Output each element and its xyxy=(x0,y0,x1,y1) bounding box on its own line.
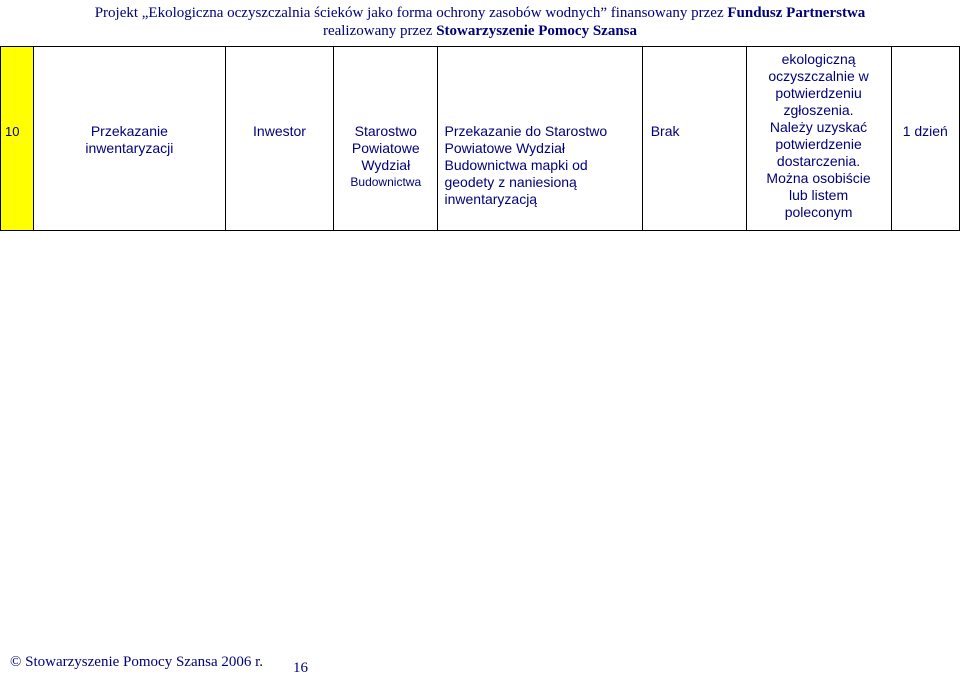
notes-line: ekologiczną xyxy=(781,51,856,67)
row-number-cell xyxy=(1,47,34,231)
notes-line: lub listem xyxy=(788,187,849,203)
institution-line: Powiatowe xyxy=(351,140,420,156)
duration-cell xyxy=(891,47,959,231)
documents-line: inwentaryzacją xyxy=(444,191,538,207)
header-funder: Fundusz Partnerstwa xyxy=(727,5,866,21)
institution-cell xyxy=(334,47,438,231)
documents-line: Przekazanie do Starostwo xyxy=(444,123,608,139)
step-name-line: Przekazanie xyxy=(90,123,168,139)
documents-line: Budownictwa mapki od xyxy=(444,157,588,173)
institution-line: Wydział xyxy=(361,157,411,173)
header-organization: Stowarzyszenie Pomocy Szansa xyxy=(436,23,638,39)
responsible-cell xyxy=(225,47,333,231)
institution-line: Budownictwa xyxy=(350,175,422,189)
table-row xyxy=(1,47,960,231)
documents-line: geodety z naniesioną xyxy=(444,174,577,190)
responsible-party: Inwestor xyxy=(253,123,306,139)
header-line-2-text: realizowany przez xyxy=(322,23,437,39)
header-line-1 xyxy=(0,4,960,22)
duration-value: 1 dzień xyxy=(902,123,948,139)
header-line-2 xyxy=(0,22,960,40)
notes-line: dostarczenia. xyxy=(776,153,861,169)
notes-line: poleconym xyxy=(784,204,853,220)
step-name-cell xyxy=(33,47,225,231)
notes-line: Należy uzyskać xyxy=(769,119,868,135)
step-name-line: inwentaryzacji xyxy=(85,140,174,156)
documents-line: Powiatowe Wydział xyxy=(444,140,565,156)
page-header xyxy=(0,4,960,40)
institution-line: Starostwo xyxy=(354,123,417,139)
procedure-table xyxy=(0,46,960,231)
notes-line: potwierdzenie xyxy=(775,136,862,152)
notes-line: potwierdzeniu xyxy=(775,85,862,101)
notes-cell xyxy=(746,47,891,231)
documents-cell xyxy=(438,47,642,231)
footer-copyright: © Stowarzyszenie Pomocy Szansa 2006 r. xyxy=(10,654,264,670)
notes-line: zgłoszenia. xyxy=(783,102,854,118)
notes-line: oczyszczalnie w xyxy=(768,68,869,84)
fee-cell xyxy=(642,47,746,231)
notes-line: Można osobiście xyxy=(766,170,871,186)
page-number: 16 xyxy=(293,660,308,676)
row-number: 10 xyxy=(5,124,20,139)
header-line-1-text: Projekt „Ekologiczna oczyszczalnia ścieków jako forma ochrony zasobów wodnych” finansowany przez xyxy=(94,5,728,21)
fee-value: Brak xyxy=(650,123,680,139)
